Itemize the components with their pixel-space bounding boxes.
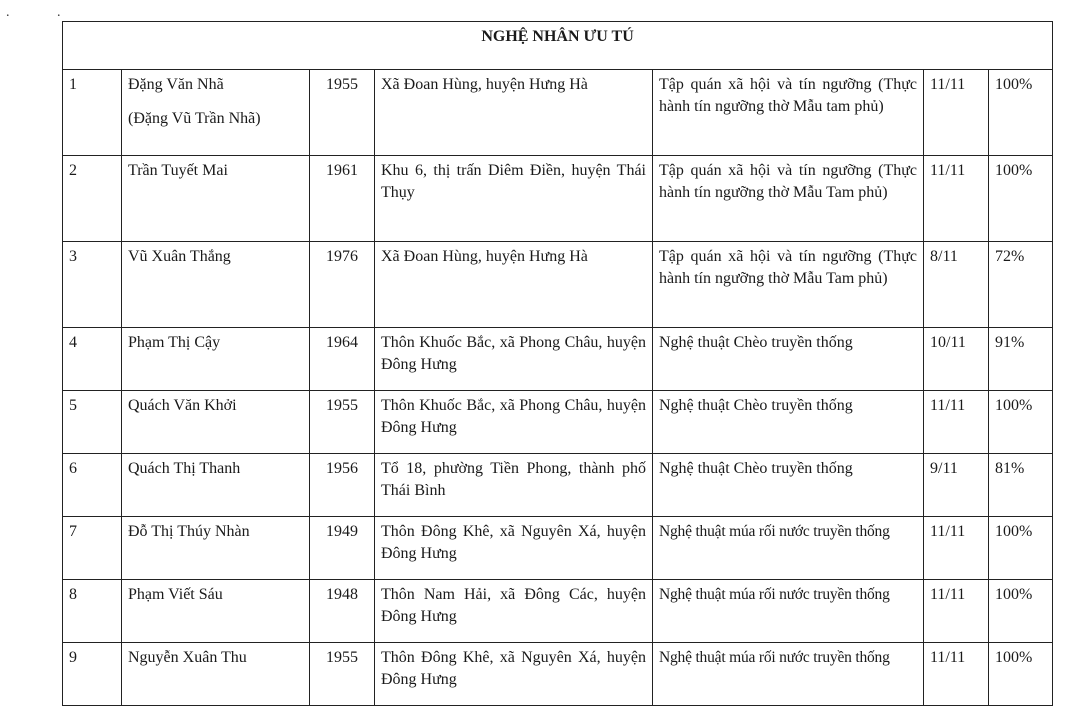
row-number: 5	[63, 391, 122, 454]
artisan-name: Nguyễn Xuân Thu	[122, 643, 310, 706]
table-row	[63, 70, 1053, 156]
artisan-name: Quách Thị Thanh	[122, 454, 310, 517]
artisan-name: Quách Văn Khởi	[122, 391, 310, 454]
artisan-name	[122, 70, 310, 156]
heritage-field: Tập quán xã hội và tín ngưỡng (Thực hành tín ngưỡng thờ Mẫu Tam phủ)	[653, 156, 924, 242]
table-row	[63, 328, 1053, 391]
address: Thôn Đông Khê, xã Nguyên Xá, huyện Đông Hưng	[375, 517, 653, 580]
vote-score: 11/11	[924, 70, 989, 156]
table-title: NGHỆ NHÂN ƯU TÚ	[63, 22, 1053, 70]
vote-score: 9/11	[924, 454, 989, 517]
artisan-name: Trần Tuyết Mai	[122, 156, 310, 242]
table-title-row	[63, 22, 1053, 70]
address: Khu 6, thị trấn Diêm Điền, huyện Thái Thụy	[375, 156, 653, 242]
heritage-field: Nghệ thuật Chèo truyền thống	[653, 391, 924, 454]
row-number: 3	[63, 242, 122, 328]
heritage-field: Nghệ thuật Chèo truyền thống	[653, 328, 924, 391]
vote-score: 8/11	[924, 242, 989, 328]
row-number: 6	[63, 454, 122, 517]
vote-score: 11/11	[924, 580, 989, 643]
heritage-field: Nghệ thuật múa rối nước truyền thống	[653, 517, 924, 580]
artisan-name: Phạm Thị Cậy	[122, 328, 310, 391]
artisan-name: Phạm Viết Sáu	[122, 580, 310, 643]
birth-year: 1961	[310, 156, 375, 242]
birth-year: 1956	[310, 454, 375, 517]
vote-percent: 100%	[989, 391, 1053, 454]
address: Tổ 18, phường Tiền Phong, thành phố Thái Bình	[375, 454, 653, 517]
table-row	[63, 391, 1053, 454]
scan-specks: . .	[6, 5, 83, 20]
artisan-name: Đỗ Thị Thúy Nhàn	[122, 517, 310, 580]
birth-year: 1976	[310, 242, 375, 328]
vote-percent: 91%	[989, 328, 1053, 391]
birth-year: 1955	[310, 643, 375, 706]
heritage-field: Tập quán xã hội và tín ngưỡng (Thực hành tín ngưỡng thờ Mẫu tam phủ)	[653, 70, 924, 156]
vote-score: 10/11	[924, 328, 989, 391]
table-row	[63, 156, 1053, 242]
row-number: 9	[63, 643, 122, 706]
row-number: 2	[63, 156, 122, 242]
artisan-name-text: Đặng Văn Nhã	[128, 76, 224, 93]
vote-percent: 100%	[989, 70, 1053, 156]
vote-score: 11/11	[924, 517, 989, 580]
address: Thôn Khuốc Bắc, xã Phong Châu, huyện Đông Hưng	[375, 328, 653, 391]
row-number: 7	[63, 517, 122, 580]
vote-percent: 81%	[989, 454, 1053, 517]
address: Thôn Nam Hải, xã Đông Các, huyện Đông Hưng	[375, 580, 653, 643]
birth-year: 1949	[310, 517, 375, 580]
vote-percent: 100%	[989, 643, 1053, 706]
heritage-field: Nghệ thuật múa rối nước truyền thống	[653, 580, 924, 643]
artisan-name: Vũ Xuân Thắng	[122, 242, 310, 328]
table-row	[63, 643, 1053, 706]
row-number: 4	[63, 328, 122, 391]
table-row	[63, 517, 1053, 580]
birth-year: 1955	[310, 70, 375, 156]
vote-percent: 100%	[989, 156, 1053, 242]
birth-year: 1948	[310, 580, 375, 643]
row-number: 1	[63, 70, 122, 156]
address: Xã Đoan Hùng, huyện Hưng Hà	[375, 70, 653, 156]
address: Xã Đoan Hùng, huyện Hưng Hà	[375, 242, 653, 328]
table-row	[63, 580, 1053, 643]
heritage-field: Nghệ thuật Chèo truyền thống	[653, 454, 924, 517]
heritage-field: Tập quán xã hội và tín ngưỡng (Thực hành tín ngưỡng thờ Mẫu Tam phủ)	[653, 242, 924, 328]
vote-percent: 100%	[989, 580, 1053, 643]
vote-score: 11/11	[924, 156, 989, 242]
row-number: 8	[63, 580, 122, 643]
artisan-table	[62, 21, 1053, 706]
address: Thôn Khuốc Bắc, xã Phong Châu, huyện Đông Hưng	[375, 391, 653, 454]
vote-score: 11/11	[924, 391, 989, 454]
vote-percent: 100%	[989, 517, 1053, 580]
heritage-field: Nghệ thuật múa rối nước truyền thống	[653, 643, 924, 706]
birth-year: 1955	[310, 391, 375, 454]
address: Thôn Đông Khê, xã Nguyên Xá, huyện Đông Hưng	[375, 643, 653, 706]
table-row	[63, 242, 1053, 328]
birth-year: 1964	[310, 328, 375, 391]
vote-percent: 72%	[989, 242, 1053, 328]
artisan-alias: (Đặng Vũ Trần Nhã)	[128, 110, 261, 127]
vote-score: 11/11	[924, 643, 989, 706]
table-row	[63, 454, 1053, 517]
